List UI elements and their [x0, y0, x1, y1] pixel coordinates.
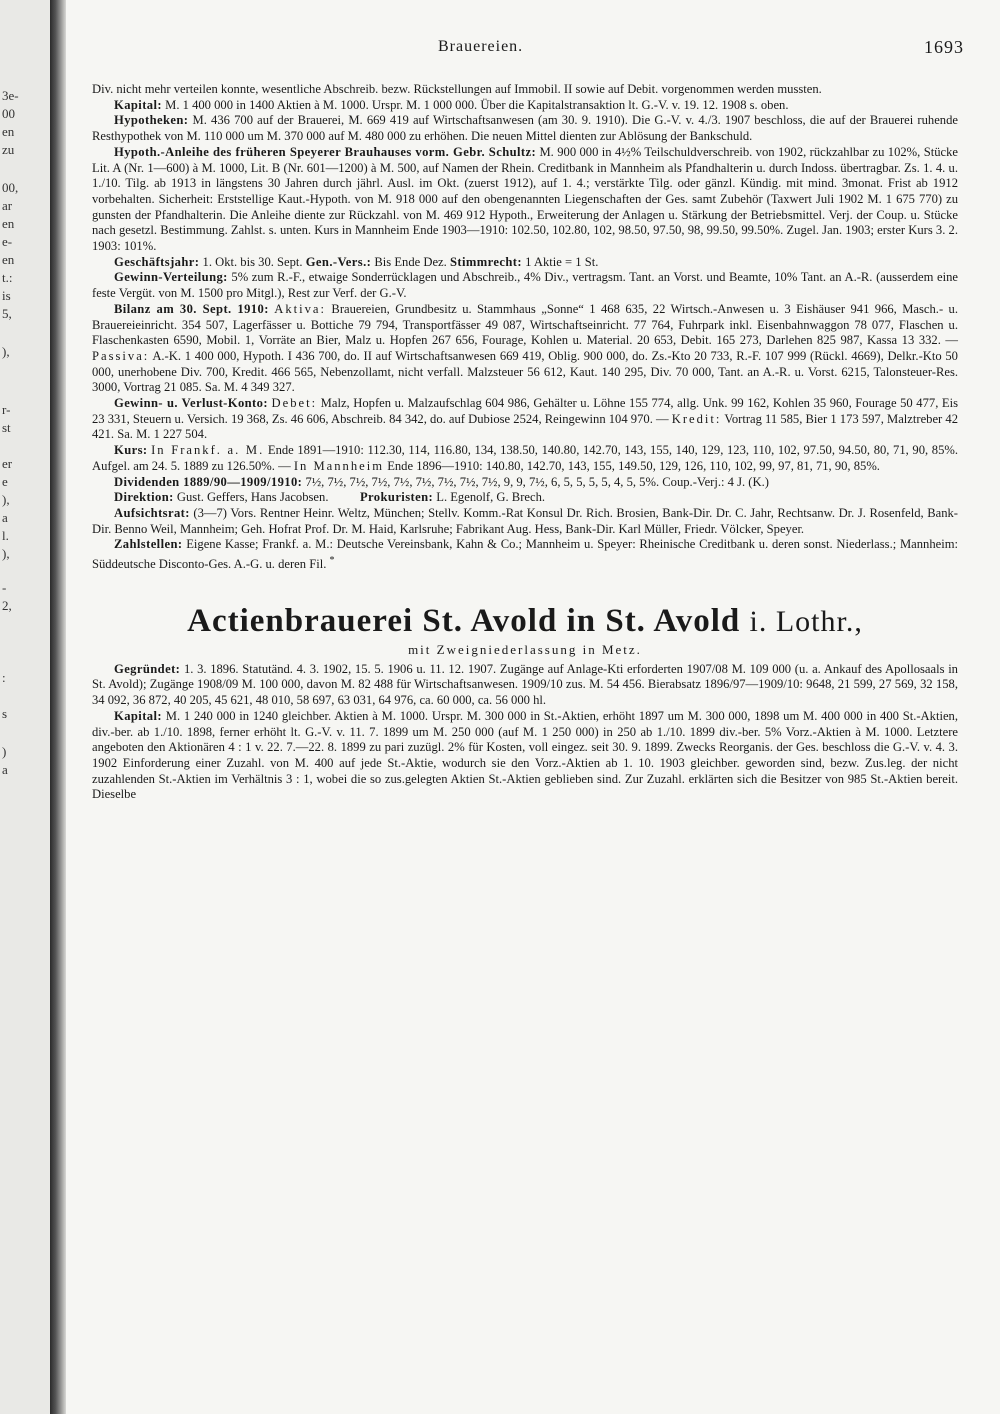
prev-page-fragment: l.	[2, 528, 9, 543]
gegruendet-text: 1. 3. 1896. Statutänd. 4. 3. 1902, 15. 5. 1906 u. 11. 12. 1907. Zugänge auf Anlage-Kti erforderten 1907/08 M. 109 000 (u. a. Ankauf des Apollosaals in St. Avold); Zugänge 1908/09 M. 100 000, davon M. 82 488 für Wirtschaftsanwesen. 1909/10 zus. M. 54 456. Bierabsatz 1896/97—1909/10: 9648, 21 599, 27 569, 32 158, 34 092, 36 872, 40 205, 45 621, 48 010, 58 697, 63 031, 64 976, ca. 60 000, ca. 56 000 hl.	[92, 661, 958, 708]
guv-entry	[92, 396, 958, 443]
geschaeftsjahr-text: 1. Okt. bis 30. Sept.	[202, 254, 303, 269]
page-number: 1693	[924, 37, 964, 57]
kredit-text: Vortrag 11 585, Bier 1 173 597, Malztreber 42 421. Sa. M. 1 227 504.	[92, 411, 958, 442]
book-gutter	[50, 0, 66, 1414]
aufsichtsrat-label: Aufsichtsrat:	[114, 505, 190, 520]
kapital-entry	[92, 98, 958, 114]
kapital2-entry	[92, 709, 958, 803]
prev-page-fragment: ar	[2, 198, 13, 213]
prev-page-fragment: en	[2, 124, 15, 139]
genvers-text: Bis Ende Dez.	[374, 254, 447, 269]
direktion-text: Gust. Geffers, Hans Jacobsen.	[176, 490, 329, 505]
prev-page-fragment: a	[2, 762, 8, 777]
anleihe-label: Hypoth.-Anleihe des früheren Speyerer Brauhauses vorm. Gebr. Schultz:	[114, 144, 537, 159]
prev-page-fragment: en	[2, 252, 15, 267]
prev-page-fragment: ),	[2, 344, 10, 359]
company-subtitle: mit Zweigniederlassung in Metz.	[408, 641, 642, 657]
hypotheken-text: M. 436 700 auf der Brauerei, M. 669 419 auf Wirtschaftsanwesen (am 30. 9. 1910). Die G.-V. v. 4./3. 1907 beschloss, die auf der Brauerei ruhende Resthypothek von M. 110 000 um M. 370 000 auf M. 480 000 zu erhöhen. Die neuen Mittel dienten zur Ablösung der Bankschuld.	[92, 113, 958, 144]
intro-paragraph: Div. nicht mehr verteilen konnte, wesentliche Abschreib. bezw. Rückstellungen auf Immobil. II sowie auf Debit. vorgenommen werden mussten.	[92, 82, 822, 96]
prev-page-fragment: :	[2, 670, 6, 685]
prev-page-fragment: -	[2, 580, 7, 595]
gewinnverteilung-entry	[92, 270, 958, 301]
kapital-text: M. 1 400 000 in 1400 Aktien à M. 1000. Urspr. M. 1 000 000. Über die Kapitalstransaktion lt. G.-V. v. 19. 12. 1908 s. oben.	[165, 97, 789, 112]
company-name: Actienbrauerei St. Avold in St. Avold	[187, 602, 741, 639]
scanned-page	[66, 0, 1000, 1414]
page-body	[92, 82, 958, 803]
passiva-label: Passiva:	[92, 348, 150, 363]
prev-page-fragment: ),	[2, 546, 10, 561]
direktion-entry	[92, 490, 958, 506]
prev-page-fragment: st	[2, 420, 11, 435]
anleihe-text: M. 900 000 in 4½% Teilschuldverschreib. von 1902, rückzahlbar zu 102%, Stücke Lit. A (Nr. 1—600) à M. 1000, Lit. B (Nr. 601—1200) à M. 500, auf Namen der Rhein. Creditbank in Mannheim als Pfandhalterin u. durch Indoss. übertragbar. Zs. 1. 4. u. 1./10. Tilg. ab 1913 in längstens 30 Jahren durch jährl. Ausl. im Okt. (zuerst 1912), auf 1. 4.; verstärkte Tilg. oder gänzl. Kündig. mit mind. 3monat. Frist ab 1912 vorbehalten. Sicherheit: Erststellige Kaut.-Hypoth. von M. 918 000 auf den obengenannten Liegenschaften der Ges. samt Zubehör (Taxwert Juli 1902 M. 1 675 770) zu gunsten der Pfandhalterin. Die Anleihe diente zur Rückzahl. von M. 469 912 Hypoth., Erweiterung der Anlagen u. Stärkung der Betriebsmittel. Verj. der Coup. u. Stücke nach gesetzl. Bestimmung. Zahlst. s. unten. Kurs in Mannheim Ende 1903—1910: 102.50, 102.80, 102, 98.50, 97.50, 98, 99.50, 99.50%. Zugel. Jan. 1903; erster Kurs 3. 2. 1903: 101%.	[92, 144, 958, 254]
geschaeftsjahr-entry	[92, 255, 958, 271]
prev-page-fragment: er	[2, 456, 13, 471]
prokuristen-text: L. Egenolf, G. Brech.	[436, 490, 546, 505]
prev-page-fragment: e-	[2, 234, 13, 249]
gegruendet-entry	[92, 662, 958, 709]
zahlstellen-entry	[92, 537, 958, 573]
prev-page-fragment: 00,	[2, 180, 19, 195]
kurs-entry	[92, 443, 958, 474]
aktiva-text: Brauereien, Grundbesitz u. Stammhaus „Sonne“ 1 468 635, 22 Wirtsch.-Anwesen u. 3 Eishäuser 941 966, Masch.- u. Brauereieinricht. 354 507, Lagerfässer u. Bottiche 79 794, Transportfässer 49 087, Wirtschaftseinricht. 77 764, Fuhrpark inkl. Eisenbahnwaggon 78 077, Flaschen u. Flaschenkasten 6590, Mobil. 1, Vorräte an Bier, Malz u. Hopfen 267 656, Fourage, Kohlen u. Material. 20 653, Debit. 165 273, Darlehen 825 987, Kassa 13 332. —	[92, 301, 958, 348]
end-mark: *	[329, 555, 335, 567]
genvers-label: Gen.-Vers.:	[305, 254, 372, 269]
prev-page-fragment: 3e-	[2, 88, 19, 103]
gewinnverteilung-label: Gewinn-Verteilung:	[114, 270, 228, 285]
kapital2-text: M. 1 240 000 in 1240 gleichber. Aktien à M. 1000. Urspr. M. 300 000 in St.-Aktien, erhöht 1897 um M. 300 000, 1898 um M. 400 000 in 400 St.-Aktien, div.-ber. ab 1./10. 1898, ferner erhöht lt. G.-V. v. 11. 7. 1899 um M. 250 000 (auf M. 1 250 000) in 250 ab 1./10. 1899 div.-ber. 5% Vorz.-Aktien à M. 1000. Letztere angeboten den Aktionären 4 : 1 v. 22. 7.—22. 8. 1899 zu pari zuzügl. 2% für Kosten, voll eingez. seit 30. 9. 1899. Zwecks Reorganis. der Ges. beschloss die G.-V. v. 4. 3. 1902 Einforderung einer Zuzahl. von M. 400 auf jede St.-Aktie, wodurch sie den Vorz.-Aktien ab 1. 10. 1903 gleichber. geworden sind, bezw. Zus.leg. der nicht zuzahlenden St.-Aktien im Verhältnis 3 : 1, wobei die so zus.gelegten Aktien St.-Aktien geblieben sind. Zur Zuzahl. erklärten sich die Besitzer von 985 St.-Aktien bereit. Dieselbe	[92, 708, 958, 802]
prokuristen-label: Prokuristen:	[359, 490, 434, 505]
dividenden-entry	[92, 475, 958, 491]
prev-page-fragment: a	[2, 510, 8, 525]
bilanz-label: Bilanz am 30. Sept. 1910:	[114, 301, 269, 316]
geschaeftsjahr-label: Geschäftsjahr:	[114, 254, 200, 269]
dividenden-text: 7½, 7½, 7½, 7½, 7½, 7½, 7½, 7½, 7½, 9, 9, 7½, 6, 5, 5, 5, 5, 4, 5, 5%. Coup.-Verj.: 4 J. (K.)	[305, 474, 769, 489]
previous-page-edge	[0, 0, 50, 1414]
debet-text: Malz, Hopfen u. Malzaufschlag 604 986, Gehälter u. Löhne 155 774, allg. Unk. 99 162, Kohlen 35 960, Fourage 50 477, Eis 23 331, Steuern u. Versich. 19 368, Zs. 46 606, Abschreib. 84 342, do. auf Dubiose 2524, Reingewinn 104 970. —	[92, 396, 958, 426]
bilanz-entry	[92, 302, 958, 396]
company-heading	[92, 603, 958, 640]
gewinnverteilung-text: 5% zum R.-F., etwaige Sonderrücklagen und Abschreib., 4% Div., vertragsm. Tant. an Vorst. und Beamte, 10% Tant. an A.-R. (ausserdem eine feste Vergüt. von M. 1500 pro Mitgl.), Rest zur Verf. der G.-V.	[92, 270, 958, 301]
kapital-label: Kapital:	[114, 97, 162, 112]
passiva-text: A.-K. 1 400 000, Hypoth. I 436 700, do. II auf Wirtschaftsanwesen 669 419, Oblig. 900 000, do. Zs.-Kto 20 733, R.-F. 107 999 (Rückl. 4669), Delkr.-Kto 50 000, unerhobene Div. 700, Kredit. 466 565, Nebenzollamt, nicht verfall. Malzsteuer 56 612, Kaut. 140 295, Div. 70 000, Tant. an A.-R. u. Vorst. 6215, Talonsteuer-Res. 3000, Vortrag 21 085. Sa. M. 4 349 327.	[92, 348, 958, 395]
zahlstellen-text: Eigene Kasse; Frankf. a. M.: Deutsche Vereinsbank, Kahn & Co.; Mannheim u. Speyer: Rheinische Creditbank u. deren sonst. Niederlass.; Mannheim: Süddeutsche Disconto-Ges. A.-G. u. deren Fil.	[92, 537, 958, 572]
prev-page-fragment: en	[2, 216, 15, 231]
aufsichtsrat-text: (3—7) Vors. Rentner Heinr. Weltz, München; Stellv. Komm.-Rat Konsul Dr. Rich. Brosien, Bank-Dir. Dr. C. Jahr, Rechtsanw. Dr. J. Rosenfeld, Bank-Dir. Benno Weil, Mannheim; Geh. Hofrat Prof. Dr. M. Haid, Karlsruhe; Fabrikant Aug. Hess, Bank-Dir. Karl Müller, Friedr. Völcker, Speyer.	[92, 505, 958, 536]
guv-label: Gewinn- u. Verlust-Konto:	[114, 396, 268, 411]
prev-page-fragment: ),	[2, 492, 10, 507]
kredit-label: Kredit:	[671, 411, 722, 426]
prev-page-fragment: 00	[2, 106, 15, 121]
dividenden-label: Dividenden 1889/90—1909/1910:	[114, 474, 303, 489]
prev-page-fragment: )	[2, 744, 7, 759]
kurs-mannheim-text: Ende 1896—1910: 140.80, 142.70, 143, 155, 149.50, 129, 126, 110, 102, 99, 97, 81, 71, 90, 85%.	[387, 458, 880, 473]
hypotheken-entry	[92, 113, 958, 144]
gegruendet-label: Gegründet:	[114, 661, 181, 676]
prev-page-fragment: 2,	[2, 598, 12, 613]
zahlstellen-label: Zahlstellen:	[114, 537, 183, 552]
prev-page-fragment: 5,	[2, 306, 12, 321]
kurs-frankfurt-text: Ende 1891—1910: 112.30, 114, 116.80, 134, 138.50, 140.80, 142.70, 143, 155, 140, 129, 123, 110, 102, 97.50, 94.50, 80, 71, 90, 85%. Aufgel. am 24. 5. 1889 zu 126.50%. —	[92, 443, 958, 473]
stimmrecht-text: 1 Aktie = 1 St.	[525, 254, 599, 269]
prev-page-fragment: t.:	[2, 270, 13, 285]
company-location: i. Lothr.,	[749, 604, 863, 638]
kurs-mannheim-label: In Mannheim	[293, 458, 385, 473]
debet-label: Debet:	[271, 396, 318, 411]
kurs-label: Kurs:	[114, 443, 148, 458]
hypotheken-label: Hypotheken:	[114, 113, 189, 128]
aktiva-label: Aktiva:	[274, 301, 326, 316]
kurs-frankfurt-label: In Frankf. a. M.	[151, 443, 265, 458]
running-head	[66, 38, 1000, 60]
prev-page-fragment: zu	[2, 142, 15, 157]
prev-page-fragment: is	[2, 288, 11, 303]
prev-page-fragment: r-	[2, 402, 11, 417]
prev-page-fragment: s	[2, 706, 8, 721]
direktion-label: Direktion:	[114, 490, 174, 505]
prev-page-fragment: e	[2, 474, 8, 489]
running-title: Brauereien.	[438, 38, 524, 55]
kapital2-label: Kapital:	[114, 708, 162, 723]
anleihe-entry	[92, 145, 958, 255]
stimmrecht-label: Stimmrecht:	[449, 254, 522, 269]
aufsichtsrat-entry	[92, 506, 958, 537]
